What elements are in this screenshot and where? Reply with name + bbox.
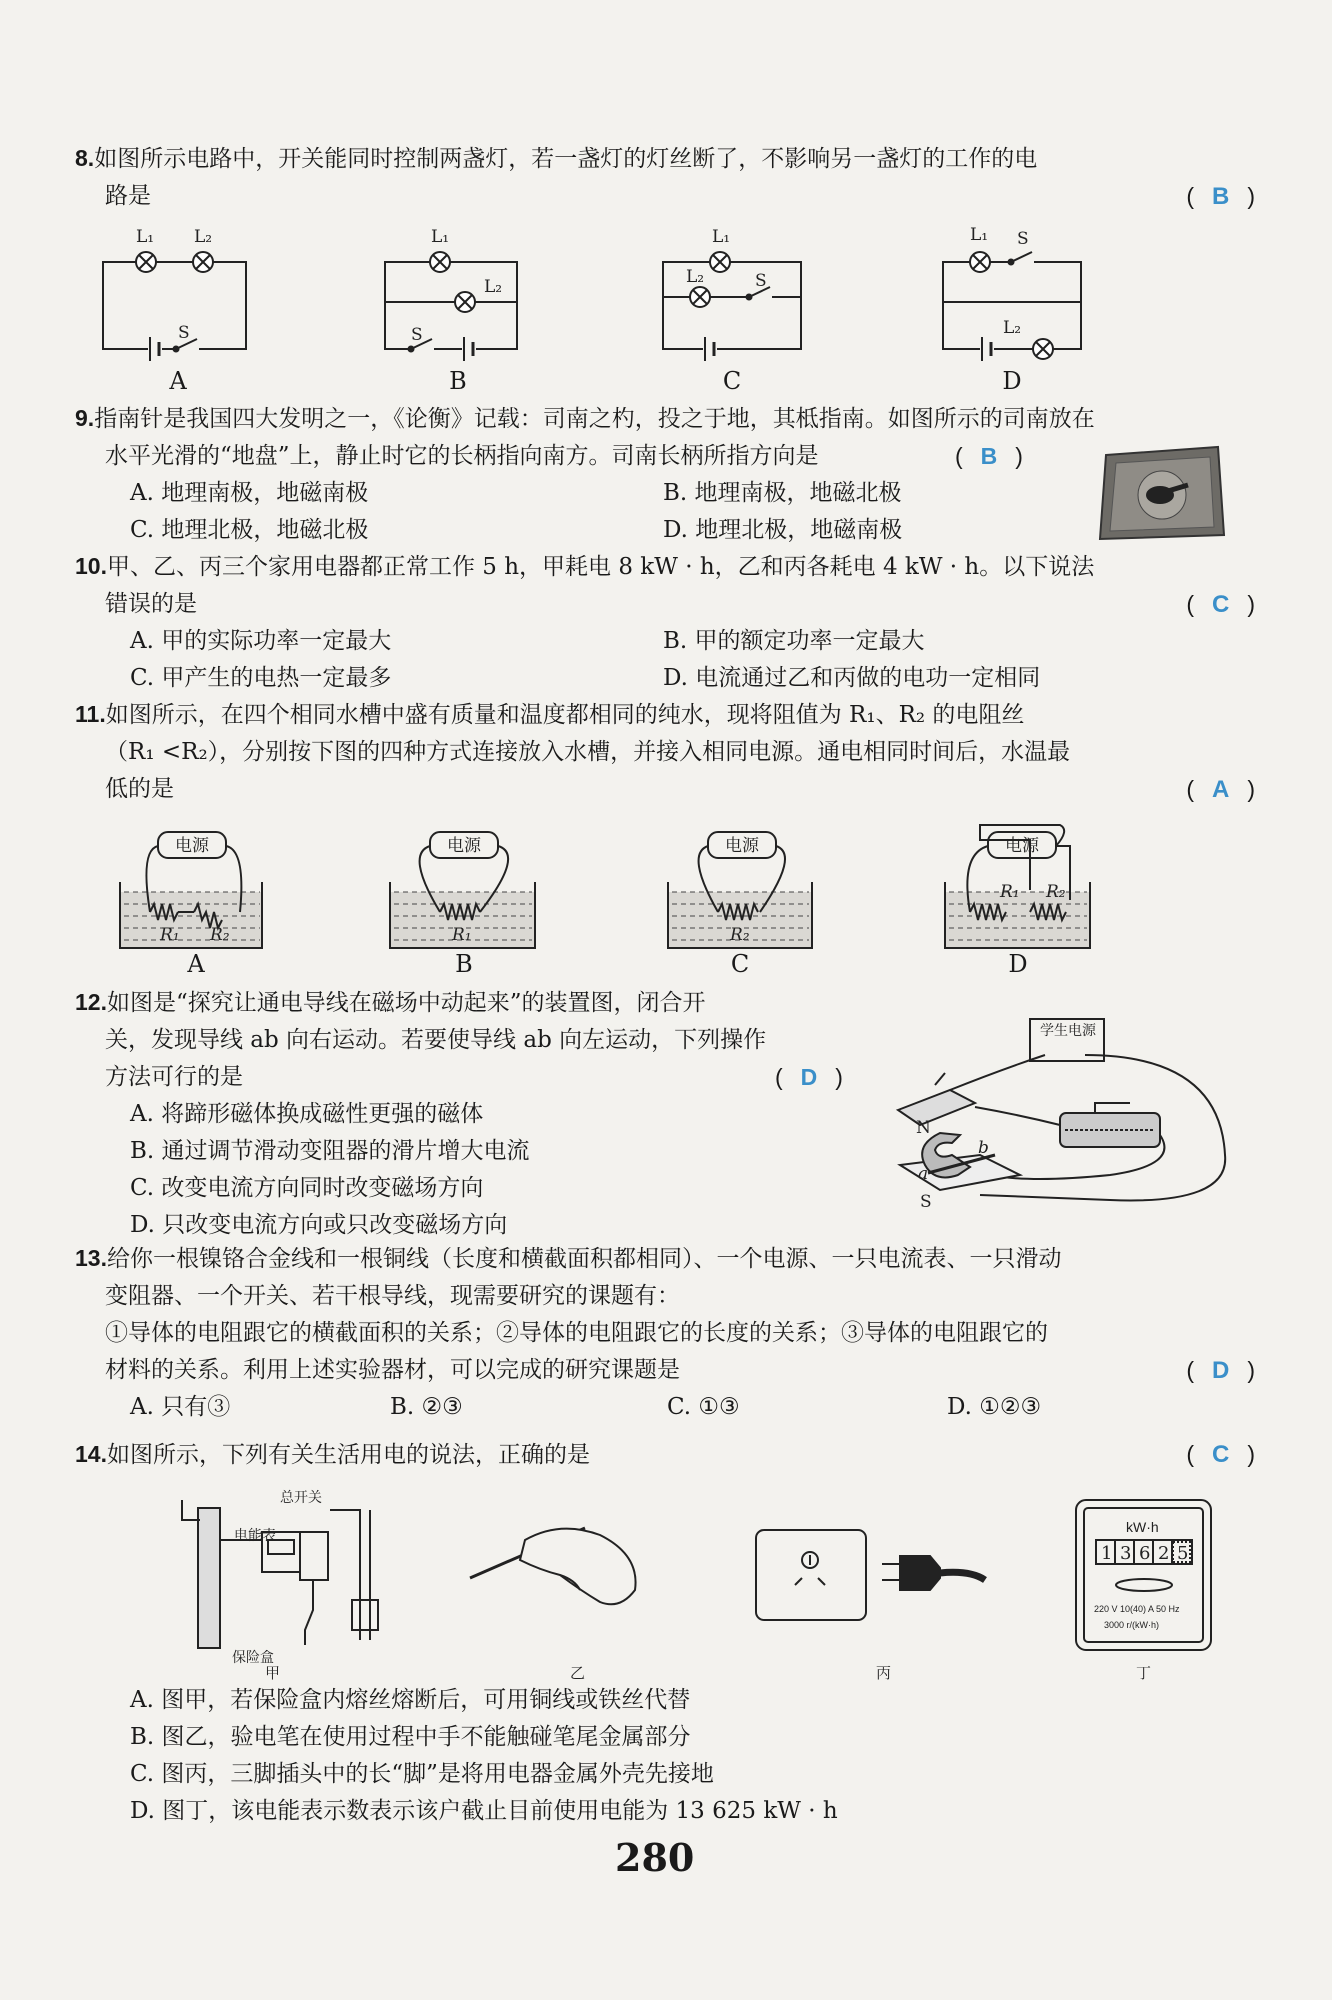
power-source-label: 电源 [447,836,481,856]
question-number: 11. [75,701,106,727]
answer-bracket: ( A ) [1186,776,1255,803]
question-text: 错误的是 [105,591,197,617]
question-number: 12. [75,989,107,1015]
horseshoe-magnet-icon [922,1133,970,1177]
meter-digit: 5 [1177,1543,1189,1564]
answer: A [1211,776,1230,803]
question-text: 给你一根镍铬合金线和一根铜线（长度和横截面积都相同）、一个电源、一只电流表、一只滑动 [106,1246,1062,1272]
question-11 [75,696,1255,808]
meter-unit: kW·h [1126,1519,1159,1535]
question-number: 13. [75,1245,107,1271]
question-number: 9. [75,405,95,431]
question-text: 如图所示，在四个相同水槽中盛有质量和温度都相同的纯水，现将阻值为 R₁、R₂ 的电阻丝 [105,702,1025,728]
option: C. 地理北极，地磁北极 [130,517,369,543]
q12-motor-apparatus [880,1015,1240,1215]
question-9 [75,400,1255,549]
label-s: S [755,271,767,291]
r1-label: R₁ [160,925,180,945]
question-number: 10. [75,553,107,579]
label-l1: L₁ [136,227,155,247]
answer: B [1211,183,1230,210]
label-l2: L₂ [194,227,213,247]
q11-water-tanks [0,820,1332,970]
compass-sinan-image [1098,443,1228,543]
label-s: S [411,325,423,345]
option: C. 图丙，三脚插头中的长“脚”是将用电器金属外壳先接地 [130,1761,714,1787]
fig-label: B [449,367,467,395]
fig-label: A [169,367,187,395]
answer: D [1211,1357,1230,1384]
fig-label: C [722,367,742,395]
power-source-label: 电源 [175,836,209,856]
option: A. 地理南极，地磁南极 [130,480,369,506]
question-number: 8. [75,145,95,171]
question-text: 低的是 [105,776,174,802]
label-l2: L₂ [484,277,503,297]
option: D. 图丁，该电能表示数表示该户截止目前使用电能为 13 625 kW · h [130,1798,838,1824]
meter-digit: 2 [1158,1543,1170,1564]
page-number: 280 [615,1835,695,1880]
label-s: S [1017,229,1029,249]
option: C. 改变电流方向同时改变磁场方向 [130,1175,484,1201]
pole-n-label: N [916,1118,931,1138]
fig-label: 甲 [265,1664,281,1682]
answer-bracket: ( D ) [1186,1357,1255,1384]
meter-digit: 1 [1101,1543,1113,1564]
answer-bracket: ( C ) [1186,1441,1255,1468]
question-10 [75,548,1255,697]
fig-label: 丁 [1136,1664,1152,1682]
pole-s-label: S [920,1192,932,1212]
test-pen-hand-icon [470,1528,636,1604]
label-l2: L₂ [1003,318,1022,338]
label-l1: L₁ [970,225,989,245]
meter-spec: 220 V 10(40) A 50 Hz [1094,1604,1180,1614]
fig-label: 丙 [876,1664,892,1682]
fig-label: 乙 [570,1664,586,1682]
label-l1: L₁ [431,227,450,247]
option: A. 将蹄形磁体换成磁性更强的磁体 [130,1101,484,1127]
r1-label: R₁ [1000,882,1020,902]
meter-spec: 3000 r/(kW·h) [1104,1620,1160,1630]
option: A. 甲的实际功率一定最大 [130,628,392,654]
question-12 [75,984,875,1244]
r2-label: R₂ [1046,882,1066,902]
power-source-label: 电源 [725,836,759,856]
answer: B [980,443,998,469]
fuse-box-label: 保险盒 [232,1650,274,1666]
question-number: 14. [75,1441,107,1467]
question-text: （R₁ <R₂），分别按下图的四种方式连接放入水槽，并接入相同电源。通电相同时间后，水温最 [105,739,1071,765]
answer-bracket: ( D ) [775,1064,843,1090]
q14-figures [0,1480,1332,1680]
question-text: 如图所示，下列有关生活用电的说法，正确的是 [106,1442,590,1468]
option: D. ①②③ [947,1394,1042,1420]
option: D. 电流通过乙和丙做的电功一定相同 [663,665,1041,691]
option: C. 甲产生的电热一定最多 [130,665,392,691]
option: A. 图甲，若保险盒内熔丝熔断后，可用铜线或铁丝代替 [130,1687,691,1713]
option: B. 甲的额定功率一定最大 [663,628,925,654]
question-text: 水平光滑的“地盘”上，静止时它的长柄指向南方。司南长柄所指方向是 [105,443,819,469]
question-text: 甲、乙、丙三个家用电器都正常工作 5 h，甲耗电 8 kW · h，乙和丙各耗电 4 kW · h。以下说法 [106,554,1095,580]
wire-end-b: b [978,1138,989,1158]
label-s: S [178,323,190,343]
question-text: 方法可行的是 [105,1064,243,1090]
label-l1: L₁ [712,227,731,247]
wire-end-a: a [918,1164,929,1184]
answer-bracket: ( C ) [1186,591,1255,618]
option: B. 地理南极，地磁北极 [663,480,902,506]
option: B. 图乙，验电笔在使用过程中手不能触碰笔尾金属部分 [130,1724,691,1750]
meter-digit: 6 [1139,1543,1151,1564]
answer-bracket: ( B ) [955,443,1023,469]
supply-label: 学生电源 [1040,1022,1096,1038]
three-pin-plug-icon [882,1556,940,1590]
question-13 [75,1240,1255,1426]
q8-circuits [0,0,1332,400]
option: B. 通过调节滑动变阻器的滑片增大电流 [130,1138,530,1164]
socket-icon [756,1530,866,1620]
fig-label: C [730,950,750,978]
power-source-label: 电源 [1005,836,1039,856]
question-text: 指南针是我国四大发明之一，《论衡》记载：司南之杓，投之于地，其柢指南。如图所示的司南放在 [94,406,1095,432]
question-14 [75,1436,1255,1474]
question-text: ①导体的电阻跟它的横截面积的关系；②导体的电阻跟它的长度的关系；③导体的电阻跟它的 [105,1320,1048,1346]
r2-label: R₂ [730,925,750,945]
answer: D [800,1064,818,1090]
option: C. ①③ [667,1394,740,1420]
main-switch-label: 总开关 [280,1490,322,1506]
r1-label: R₁ [452,925,472,945]
answer-bracket: ( B ) [1186,183,1255,210]
label-l2: L₂ [686,267,705,287]
question-text: 如图是“探究让通电导线在磁场中动起来”的装置图，闭合开 [106,990,706,1016]
fig-label: D [1002,367,1022,395]
answer: C [1211,591,1230,618]
option: D. 只改变电流方向或只改变磁场方向 [130,1212,508,1238]
option: D. 地理北极，地磁南极 [663,517,903,543]
question-text: 如图所示电路中，开关能同时控制两盏灯，若一盏灯的灯丝断了，不影响另一盏灯的工作的电 [94,146,1038,172]
option: B. ②③ [390,1394,463,1420]
meter-digit: 3 [1120,1543,1132,1564]
question-text: 变阻器、一个开关、若干根导线，现需要研究的课题有： [105,1283,680,1309]
question-text: 路是 [105,183,151,209]
fig-label: D [1008,950,1028,978]
question-text: 关，发现导线 ab 向右运动。若要使导线 ab 向左运动，下列操作 [105,1027,767,1053]
answer: C [1211,1441,1230,1468]
question-text: 材料的关系。利用上述实验器材，可以完成的研究课题是 [105,1357,680,1383]
r2-label: R₂ [210,925,230,945]
question-14-options [75,1682,1255,1830]
fig-label: A [187,950,205,978]
meter-label: 电能表 [234,1528,276,1544]
fig-label: B [455,950,473,978]
option: A. 只有③ [130,1394,231,1420]
